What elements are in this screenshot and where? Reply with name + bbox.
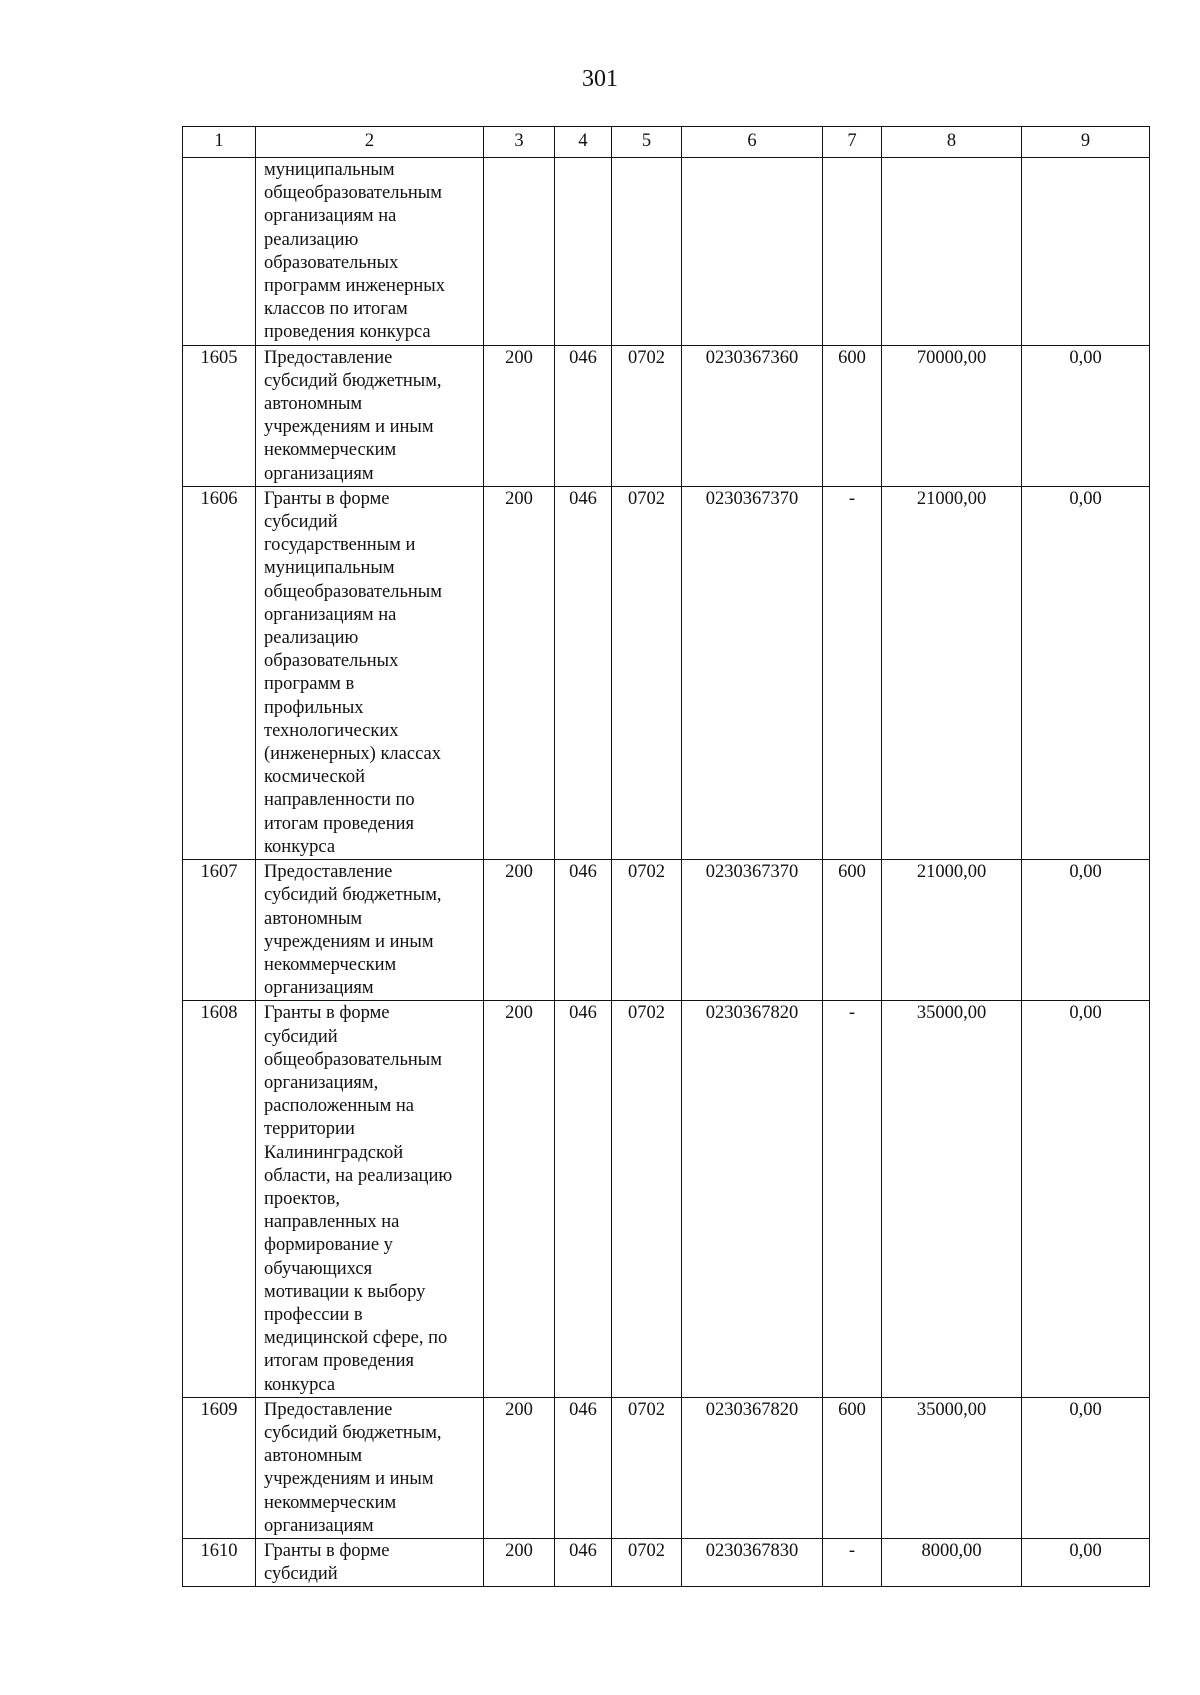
row-name-line: технологических bbox=[264, 720, 399, 741]
code-col-3-cell: 200 bbox=[484, 1397, 555, 1538]
header-col-9: 9 bbox=[1022, 127, 1150, 158]
row-name-line: Предоставление bbox=[264, 1399, 393, 1420]
amount-col-9-cell: 0,00 bbox=[1022, 1397, 1150, 1538]
code-col-6-cell: 0230367360 bbox=[682, 345, 823, 486]
row-name-line: формирование у bbox=[264, 1235, 393, 1256]
code-col-4-cell: 046 bbox=[555, 486, 612, 859]
header-col-2: 2 bbox=[256, 127, 484, 158]
row-name-line: учреждениям и иным bbox=[264, 1469, 434, 1490]
code-col-4-cell: 046 bbox=[555, 1397, 612, 1538]
row-name-line: мотивации к выбору bbox=[264, 1281, 426, 1302]
code-col-7-cell: 600 bbox=[823, 1397, 882, 1538]
row-name-line: области, на реализацию bbox=[264, 1165, 453, 1186]
row-name-line: организациям bbox=[264, 1515, 374, 1536]
row-name-line: проведения конкурса bbox=[264, 322, 431, 343]
amount-col-8-cell: 8000,00 bbox=[882, 1538, 1022, 1586]
row-name-line: субсидий бюджетным, bbox=[264, 1422, 442, 1443]
amount-col-8-cell: 21000,00 bbox=[882, 860, 1022, 1001]
header-col-5: 5 bbox=[612, 127, 682, 158]
row-name-cell bbox=[256, 345, 484, 486]
header-col-7: 7 bbox=[823, 127, 882, 158]
code-col-3-cell: 200 bbox=[484, 1001, 555, 1397]
table-row bbox=[183, 1001, 1150, 1397]
code-col-7-cell: - bbox=[823, 1001, 882, 1397]
code-col-5-cell: 0702 bbox=[612, 486, 682, 859]
code-col-3-cell bbox=[484, 158, 555, 346]
row-name-line: муниципальным bbox=[264, 558, 395, 579]
row-name-line: направленных на bbox=[264, 1212, 400, 1233]
code-col-5-cell: 0702 bbox=[612, 345, 682, 486]
code-col-3-cell: 200 bbox=[484, 1538, 555, 1586]
table-row bbox=[183, 345, 1150, 486]
code-col-4-cell bbox=[555, 158, 612, 346]
row-name-line: итогам проведения bbox=[264, 813, 415, 834]
row-name-line: направленности по bbox=[264, 790, 415, 811]
row-number-cell: 1610 bbox=[183, 1538, 256, 1586]
row-name-line: общеобразовательным bbox=[264, 1049, 442, 1070]
budget-table bbox=[182, 126, 1150, 1587]
row-name-line: (инженерных) классах bbox=[264, 744, 441, 765]
row-name-line: проектов, bbox=[264, 1188, 341, 1209]
code-col-3-cell: 200 bbox=[484, 345, 555, 486]
row-name-line: Калининградской bbox=[264, 1142, 404, 1163]
row-name-line: организациям на bbox=[264, 604, 397, 625]
code-col-5-cell: 0702 bbox=[612, 860, 682, 1001]
row-number-cell: 1606 bbox=[183, 486, 256, 859]
row-name-line: организациям bbox=[264, 978, 374, 999]
row-name-line: учреждениям и иным bbox=[264, 931, 434, 952]
table-row bbox=[183, 158, 1150, 346]
row-name-line: муниципальным bbox=[264, 160, 395, 180]
table-row bbox=[183, 1538, 1150, 1586]
row-name-cell bbox=[256, 158, 484, 346]
header-col-8: 8 bbox=[882, 127, 1022, 158]
row-name-line: общеобразовательным bbox=[264, 183, 442, 204]
row-name-line: классов по итогам bbox=[264, 299, 408, 320]
amount-col-9-cell: 0,00 bbox=[1022, 1001, 1150, 1397]
row-name-line: субсидий бюджетным, bbox=[264, 885, 442, 906]
amount-col-8-cell: 35000,00 bbox=[882, 1001, 1022, 1397]
table-row bbox=[183, 486, 1150, 859]
amount-col-9-cell: 0,00 bbox=[1022, 1538, 1150, 1586]
code-col-6-cell: 0230367370 bbox=[682, 486, 823, 859]
code-col-6-cell: 0230367820 bbox=[682, 1397, 823, 1538]
row-number-cell: 1608 bbox=[183, 1001, 256, 1397]
code-col-4-cell: 046 bbox=[555, 1538, 612, 1586]
row-name-line: автономным bbox=[264, 1446, 363, 1467]
row-name-cell bbox=[256, 1538, 484, 1586]
code-col-6-cell: 0230367820 bbox=[682, 1001, 823, 1397]
code-col-7-cell: 600 bbox=[823, 860, 882, 1001]
row-name-cell bbox=[256, 486, 484, 859]
row-name-line: профильных bbox=[264, 697, 364, 718]
row-name-line: некоммерческим bbox=[264, 1492, 397, 1513]
row-name-line: программ в bbox=[264, 674, 355, 695]
row-name-line: конкурса bbox=[264, 836, 336, 857]
row-name-line: субсидий bbox=[264, 1564, 338, 1585]
row-name-line: организациям на bbox=[264, 206, 397, 227]
code-col-4-cell: 046 bbox=[555, 345, 612, 486]
row-name-line: автономным bbox=[264, 394, 363, 415]
row-name-line: образовательных bbox=[264, 252, 399, 273]
code-col-5-cell bbox=[612, 158, 682, 346]
row-name-line: Гранты в форме bbox=[264, 1003, 390, 1024]
row-name-line: субсидий бюджетным, bbox=[264, 370, 442, 391]
amount-col-8-cell bbox=[882, 158, 1022, 346]
header-col-3: 3 bbox=[484, 127, 555, 158]
row-name-line: некоммерческим bbox=[264, 440, 397, 461]
row-name-line: образовательных bbox=[264, 651, 399, 672]
row-name-line: космической bbox=[264, 767, 365, 788]
row-name-line: конкурса bbox=[264, 1374, 336, 1395]
table-row bbox=[183, 860, 1150, 1001]
code-col-5-cell: 0702 bbox=[612, 1538, 682, 1586]
code-col-3-cell: 200 bbox=[484, 860, 555, 1001]
header-col-6: 6 bbox=[682, 127, 823, 158]
row-number-cell: 1607 bbox=[183, 860, 256, 1001]
amount-col-9-cell bbox=[1022, 158, 1150, 346]
code-col-5-cell: 0702 bbox=[612, 1001, 682, 1397]
row-name-line: Предоставление bbox=[264, 862, 393, 883]
row-name-line: итогам проведения bbox=[264, 1351, 415, 1372]
table-header bbox=[183, 127, 1150, 158]
amount-col-9-cell: 0,00 bbox=[1022, 860, 1150, 1001]
amount-col-8-cell: 70000,00 bbox=[882, 345, 1022, 486]
table-body bbox=[183, 158, 1150, 1587]
header-col-4: 4 bbox=[555, 127, 612, 158]
header-col-1: 1 bbox=[183, 127, 256, 158]
row-name-line: субсидий bbox=[264, 512, 338, 533]
code-col-7-cell: - bbox=[823, 1538, 882, 1586]
amount-col-8-cell: 21000,00 bbox=[882, 486, 1022, 859]
row-name-line: Гранты в форме bbox=[264, 1540, 390, 1561]
code-col-7-cell: 600 bbox=[823, 345, 882, 486]
row-name-line: расположенным на bbox=[264, 1096, 415, 1117]
row-name-line: профессии в bbox=[264, 1304, 363, 1325]
row-name-line: некоммерческим bbox=[264, 954, 397, 975]
amount-col-8-cell: 35000,00 bbox=[882, 1397, 1022, 1538]
row-number-cell bbox=[183, 158, 256, 346]
row-name-line: организациям bbox=[264, 463, 374, 484]
table-row bbox=[183, 1397, 1150, 1538]
row-name-line: автономным bbox=[264, 908, 363, 929]
code-col-6-cell: 0230367830 bbox=[682, 1538, 823, 1586]
code-col-6-cell: 0230367370 bbox=[682, 860, 823, 1001]
code-col-4-cell: 046 bbox=[555, 1001, 612, 1397]
row-name-cell bbox=[256, 1397, 484, 1538]
row-name-line: общеобразовательным bbox=[264, 581, 442, 602]
row-name-line: государственным и bbox=[264, 535, 416, 556]
code-col-3-cell: 200 bbox=[484, 486, 555, 859]
amount-col-9-cell: 0,00 bbox=[1022, 486, 1150, 859]
row-name-line: субсидий bbox=[264, 1026, 338, 1047]
page-number: 301 bbox=[582, 66, 618, 92]
row-name-line: реализацию bbox=[264, 628, 359, 649]
row-name-line: учреждениям и иным bbox=[264, 417, 434, 438]
row-number-cell: 1605 bbox=[183, 345, 256, 486]
row-name-line: Предоставление bbox=[264, 347, 393, 368]
code-col-6-cell bbox=[682, 158, 823, 346]
row-name-line: программ инженерных bbox=[264, 276, 445, 297]
row-name-line: организациям, bbox=[264, 1072, 379, 1093]
row-number-cell: 1609 bbox=[183, 1397, 256, 1538]
code-col-5-cell: 0702 bbox=[612, 1397, 682, 1538]
code-col-7-cell: - bbox=[823, 486, 882, 859]
code-col-4-cell: 046 bbox=[555, 860, 612, 1001]
amount-col-9-cell: 0,00 bbox=[1022, 345, 1150, 486]
row-name-line: медицинской сфере, по bbox=[264, 1328, 448, 1349]
row-name-line: Гранты в форме bbox=[264, 488, 390, 509]
row-name-line: реализацию bbox=[264, 229, 359, 250]
row-name-line: территории bbox=[264, 1119, 355, 1140]
row-name-cell bbox=[256, 1001, 484, 1397]
code-col-7-cell bbox=[823, 158, 882, 346]
row-name-cell bbox=[256, 860, 484, 1001]
header-row bbox=[183, 127, 1150, 158]
row-name-line: обучающихся bbox=[264, 1258, 373, 1279]
